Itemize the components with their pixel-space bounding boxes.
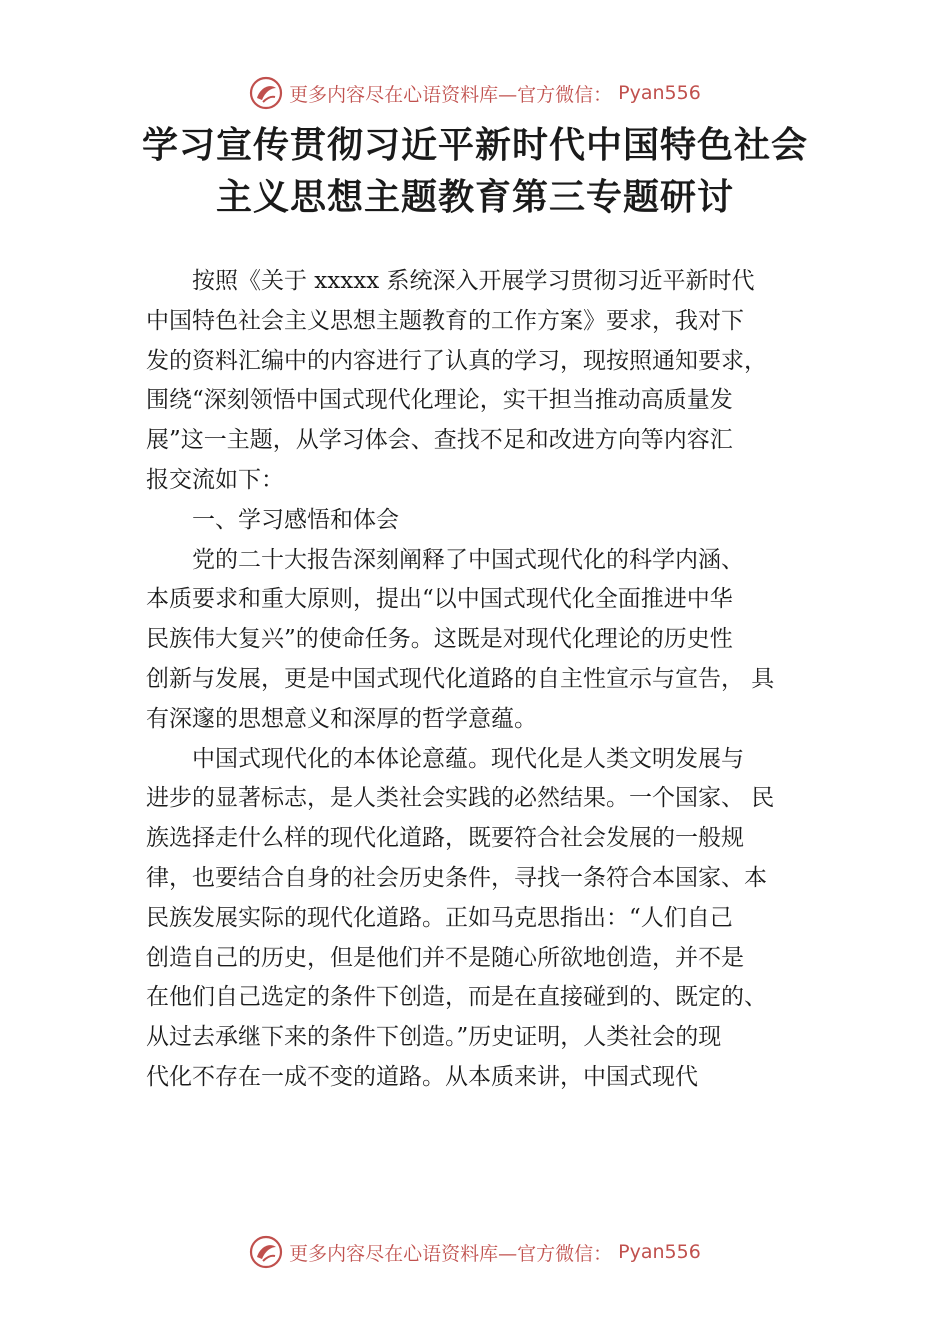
text-line: 进步的显著标志，是人类社会实践的必然结果。一个国家、 民 [146,785,775,812]
watermark-text: 更多内容尽在心语资料库—官方微信： [289,83,613,106]
watermark-wechat-id: Pyan556 [618,1241,701,1263]
footer-watermark [0,1232,950,1272]
text-line: 一、学习感悟和体会 [192,506,399,533]
brand-logo-icon [249,76,283,110]
text-line: 报交流如下： [146,466,284,493]
text-line: 民族伟大复兴”的使命任务。这既是对现代化理论的历史性 [146,626,733,653]
text-line: 代化不存在一成不变的道路。从本质来讲，中国式现代 [146,1063,698,1090]
text-line: 创造自己的历史，但是他们并不是随心所欲地创造，并不是 [146,944,744,971]
document-title [0,120,950,224]
text-line: 围绕“深刻领悟中国式现代化理论，实干担当推动高质量发 [146,387,733,414]
paragraph-report [146,541,818,740]
watermark-wechat-id: Pyan556 [618,82,701,104]
text-line: 本质要求和重大原则，提出“以中国式现代化全面推进中华 [146,586,733,613]
paragraph-ontology [146,740,818,1098]
watermark-text: 更多内容尽在心语资料库—官方微信： [289,1242,613,1265]
text-line: 律，也要结合自身的社会历史条件，寻找一条符合本国家、本 [146,864,767,891]
paragraph-intro [146,262,818,501]
text-line: 族选择走什么样的现代化道路，既要符合社会发展的一般规 [146,825,744,852]
section-heading [146,501,818,541]
text-line: 创新与发展，更是中国式现代化道路的自主性宣示与宣告， 具 [146,665,775,692]
header-watermark [0,73,950,113]
text-line: 按照《关于 xxxxx 系统深入开展学习贯彻习近平新时代 [192,268,755,294]
brand-logo-icon [249,1235,283,1269]
title-line-1: 学习宣传贯彻习近平新时代中国特色社会 [141,125,808,166]
text-line: 中国特色社会主义思想主题教育的工作方案》要求，我对下 [146,307,744,334]
text-line: 民族发展实际的现代化道路。正如马克思指出：“人们自己 [146,904,733,931]
text-line: 有深邃的思想意义和深厚的哲学意蕴。 [146,705,537,732]
text-line: 党的二十大报告深刻阐释了中国式现代化的科学内涵、 [192,546,744,573]
text-line: 发的资料汇编中的内容进行了认真的学习，现按照通知要求， [146,347,767,374]
text-line: 展”这一主题，从学习体会、查找不足和改进方向等内容汇 [146,427,733,454]
text-line: 在他们自己选定的条件下创造，而是在直接碰到的、既定的、 [146,984,767,1011]
title-line-2: 主义思想主题教育第三专题研讨 [215,177,734,218]
document-body [146,262,818,1098]
text-line: 从过去承继下来的条件下创造。”历史证明，人类社会的现 [146,1024,722,1051]
text-line: 中国式现代化的本体论意蕴。现代化是人类文明发展与 [192,745,744,772]
